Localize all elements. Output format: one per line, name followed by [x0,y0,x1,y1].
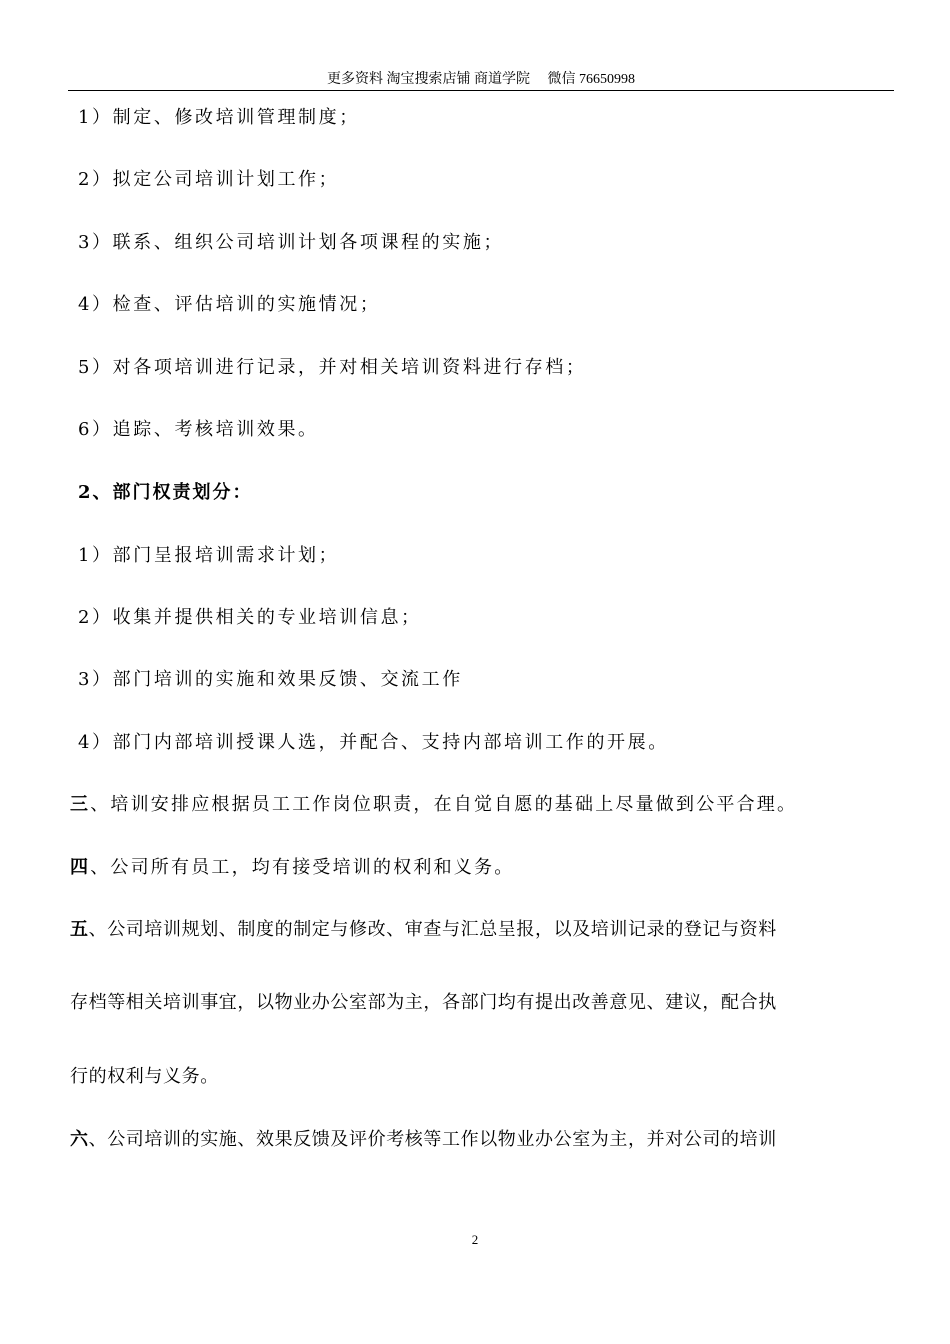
clause-number: 五 [70,919,89,940]
clause-number: 三 [70,794,91,815]
clause-four [70,856,514,880]
list-item: 3）部门培训的实施和效果反馈、交流工作 [78,669,463,690]
list-item: 4）部门内部培训授课人选，并配合、支持内部培训工作的开展。 [78,732,669,753]
page-number: 2 [471,1232,479,1247]
list-item: 5）对各项培训进行记录，并对相关培训资料进行存档； [78,357,587,378]
clause-text: 、公司培训规划、制度的制定与修改、审查与汇总呈报，以及培训记录的登记与资料 [88,919,777,940]
clause-five-line2: 存档等相关培训事宜，以物业办公室部为主，各部门均有提出改善意见、建议，配合执 [70,992,777,1013]
clause-text: 、公司培训的实施、效果反馈及评价考核等工作以物业办公室为主，并对公司的培训 [88,1129,777,1150]
clause-three [70,793,797,817]
list-item: 2）收集并提供相关的专业培训信息； [78,607,422,628]
header-text: 更多资料 淘宝搜索店铺 商道学院 微信 76650998 [327,72,635,87]
clause-five-line1 [70,918,777,942]
list-item: 3）联系、组织公司培训计划各项课程的实施； [78,232,505,253]
clause-text: 、培训安排应根据员工工作岗位职责，在自觉自愿的基础上尽量做到公平合理。 [90,794,798,815]
clause-six-line1 [70,1128,777,1152]
list-item: 2）拟定公司培训计划工作； [78,169,340,190]
list-item: 6）追踪、考核培训效果。 [78,419,319,440]
clause-text: 、公司所有员工，均有接受培训的权利和义务。 [90,857,515,878]
section-heading: 2、部门权责划分： [78,482,253,503]
list-item: 1）制定、修改培训管理制度； [78,107,360,128]
list-item: 1）部门呈报培训需求计划； [78,545,340,566]
clause-five-line3: 行的权利与义务。 [70,1066,219,1087]
clause-number: 六 [70,1129,89,1150]
page-header [68,70,894,91]
list-item: 4）检查、评估培训的实施情况； [78,294,381,315]
clause-number: 四 [70,857,91,878]
